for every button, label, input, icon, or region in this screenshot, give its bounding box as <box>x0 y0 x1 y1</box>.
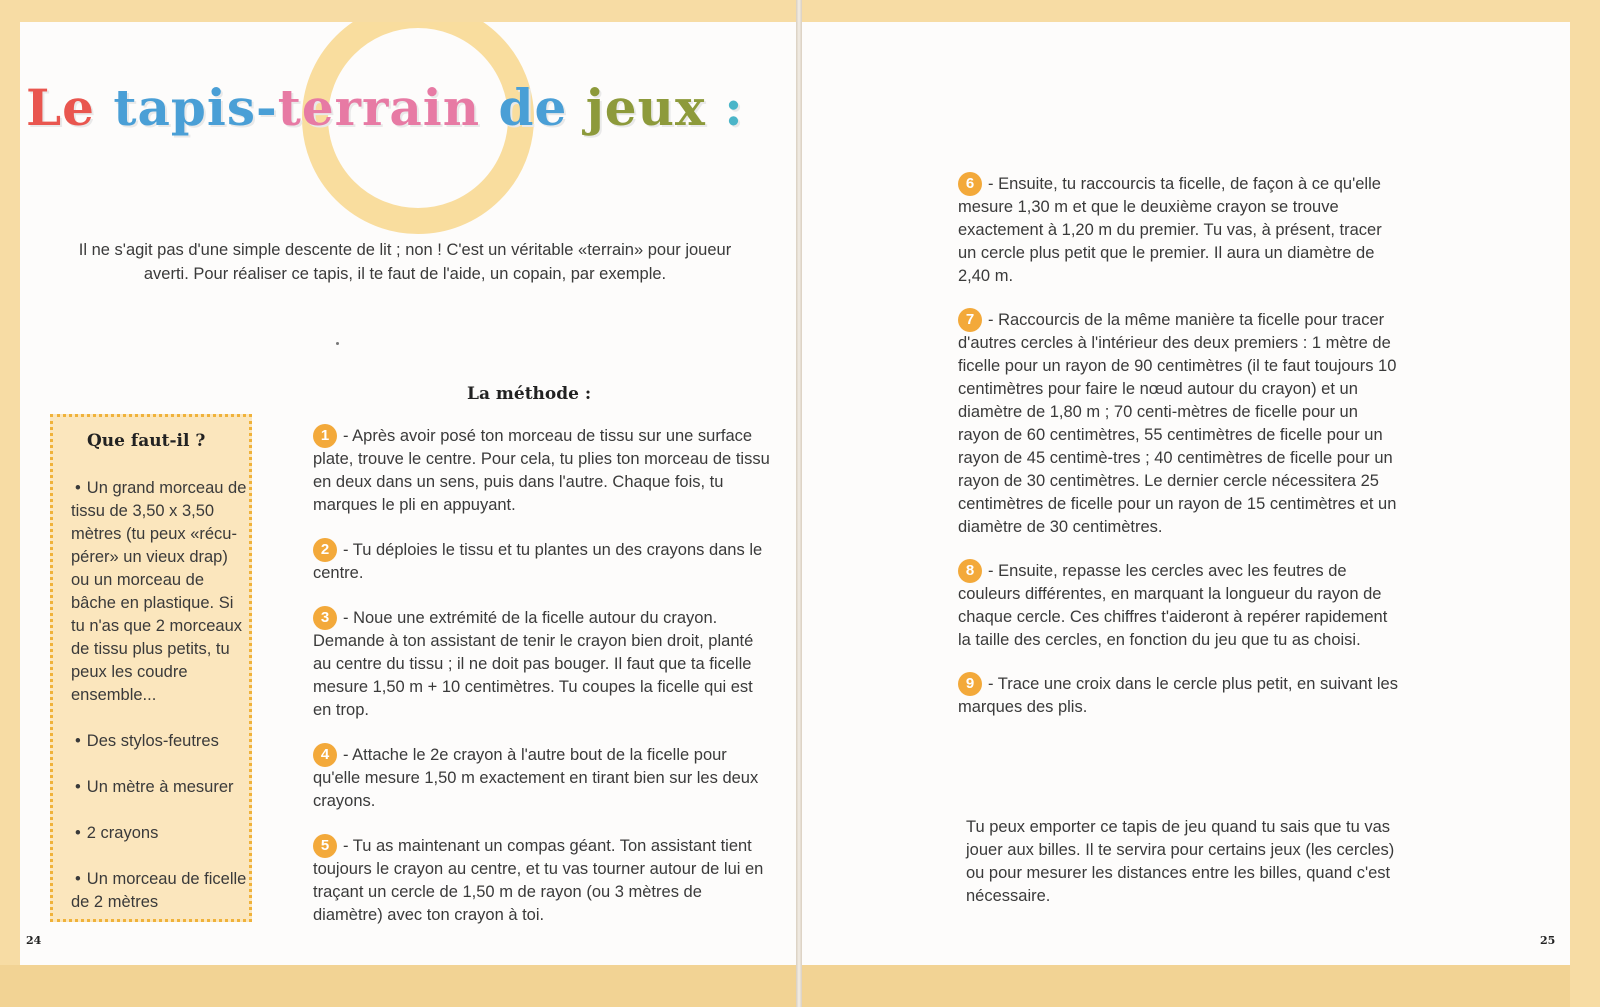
title-colon: : <box>724 78 744 137</box>
step-text: - Noue une extrémité de la ficelle autour du crayon. Demande à ton assistant de tenir le crayon bien droit, planté au centre du tissu ; il ne doit pas bouger. Il faut que ta ficelle mesure 1,50 m + 10 centimètres. Tu coupes la ficelle qui est en trop. <box>313 609 754 719</box>
method-steps-left <box>313 424 773 948</box>
method-steps-right <box>958 172 1398 740</box>
title-word-tapis: tapis- <box>113 78 278 137</box>
step-number-badge: 6 <box>958 172 982 196</box>
step-number-badge: 3 <box>313 606 337 630</box>
step-text: - Ensuite, tu raccourcis ta ficelle, de façon à ce qu'elle mesure 1,30 m et que le deuxième crayon se trouve exactement à 1,20 m du premier. Tu vas, à présent, tracer un cercle plus petit que le premier. Il aura un diamètre de 2,40 m. <box>958 175 1382 285</box>
step-number-badge: 5 <box>313 834 337 858</box>
title-word-le: Le <box>26 78 95 137</box>
title-word-jeux: jeux <box>585 78 706 137</box>
page-title <box>26 78 744 137</box>
step-number-badge: 1 <box>313 424 337 448</box>
materials-item: • Un grand morceau de tissu de 3,50 x 3,50 mètres (tu peux «récu-pérer» un vieux drap) ou un morceau de bâche en plastique. Si tu n'as que 2 morceaux de tissu plus petits, tu peux les coudre ensemble... <box>71 477 249 707</box>
method-step <box>958 308 1398 539</box>
materials-item: • Un mètre à mesurer <box>71 776 249 799</box>
materials-item: • Des stylos-feutres <box>71 730 249 753</box>
right-page <box>802 22 1570 965</box>
closing-paragraph: Tu peux emporter ce tapis de jeu quand tu sais que tu vas jouer aux billes. Il te servira pour certains jeux (les cercles) ou pour mesurer les distances entre les billes, quand c'est nécessaire. <box>966 818 1395 905</box>
step-text: - Tu déploies le tissu et tu plantes un des crayons dans le centre. <box>313 541 763 582</box>
materials-box <box>50 414 252 922</box>
method-step <box>313 538 773 585</box>
step-number-badge: 8 <box>958 559 982 583</box>
method-step <box>313 424 773 517</box>
intro-paragraph: Il ne s'agit pas d'une simple descente de lit ; non ! C'est un véritable «terrain» pour joueur averti. Pour réaliser ce tapis, il te faut de l'aide, un copain, par exemple. <box>78 241 732 283</box>
step-number-badge: 7 <box>958 308 982 332</box>
step-text: - Attache le 2e crayon à l'autre bout de la ficelle pour qu'elle mesure 1,50 m exactement en tirant bien sur les deux crayons. <box>313 746 759 810</box>
materials-item: • 2 crayons <box>71 822 249 845</box>
method-step <box>313 743 773 813</box>
method-step <box>958 559 1398 652</box>
left-page <box>20 22 796 965</box>
method-step <box>958 172 1398 288</box>
stray-dot <box>336 342 339 345</box>
step-text: - Ensuite, repasse les cercles avec les feutres de couleurs différentes, en marquant la longueur du rayon de chaque cercle. Ces chiffres t'aideront à repérer rapidement la taille des cercles, en fonction du jeu que tu as choisi. <box>958 562 1388 649</box>
step-text: - Trace une croix dans le cercle plus petit, en suivant les marques des plis. <box>958 675 1398 716</box>
book-right-edge <box>1570 0 1600 1007</box>
method-step <box>313 834 773 927</box>
page-number-right: 25 <box>1540 934 1556 947</box>
step-text: - Raccourcis de la même manière ta ficelle pour tracer d'autres cercles à l'intérieur des deux premiers : 1 mètre de ficelle pour un rayon de 90 centimètres (il te faut toujours 10 centimètres pour faire le nœud autour du crayon) et un diamètre de 1,80 m ; 70 centi-mètres de ficelle pour un rayon de 60 centimètres, 55 centimètres de ficelle pour un rayon de 45 centimè-tres ; 40 centimètres de ficelle pour un rayon de 30 centimètres. Le dernier cercle nécessitera 25 centimètres de ficelle pour un rayon de 15 centimètres et un diamètre de 30 centimètres. <box>958 311 1397 536</box>
page-number-left: 24 <box>26 934 42 947</box>
method-title: La méthode : <box>467 384 592 404</box>
step-number-badge: 9 <box>958 672 982 696</box>
step-number-badge: 2 <box>313 538 337 562</box>
title-word-terrain: terrain <box>277 78 481 137</box>
materials-title: Que faut-il ? <box>87 431 206 451</box>
method-step <box>313 606 773 722</box>
materials-list <box>71 477 249 914</box>
step-number-badge: 4 <box>313 743 337 767</box>
step-text: - Après avoir posé ton morceau de tissu sur une surface plate, trouve le centre. Pour cela, tu plies ton morceau de tissu en deux dans un sens, puis dans l'autre. Chaque fois, tu marques le pli en appuyant. <box>313 427 770 514</box>
step-text: - Tu as maintenant un compas géant. Ton assistant tient toujours le crayon au centre, et tu vas tourner autour de lui en traçant un cercle de 1,50 m de rayon (ou 3 mètres de diamètre) avec ton crayon à toi. <box>313 837 764 924</box>
materials-item: • Un morceau de ficelle de 2 mètres <box>71 868 249 914</box>
title-word-de: de <box>498 78 568 137</box>
method-step <box>958 672 1398 719</box>
